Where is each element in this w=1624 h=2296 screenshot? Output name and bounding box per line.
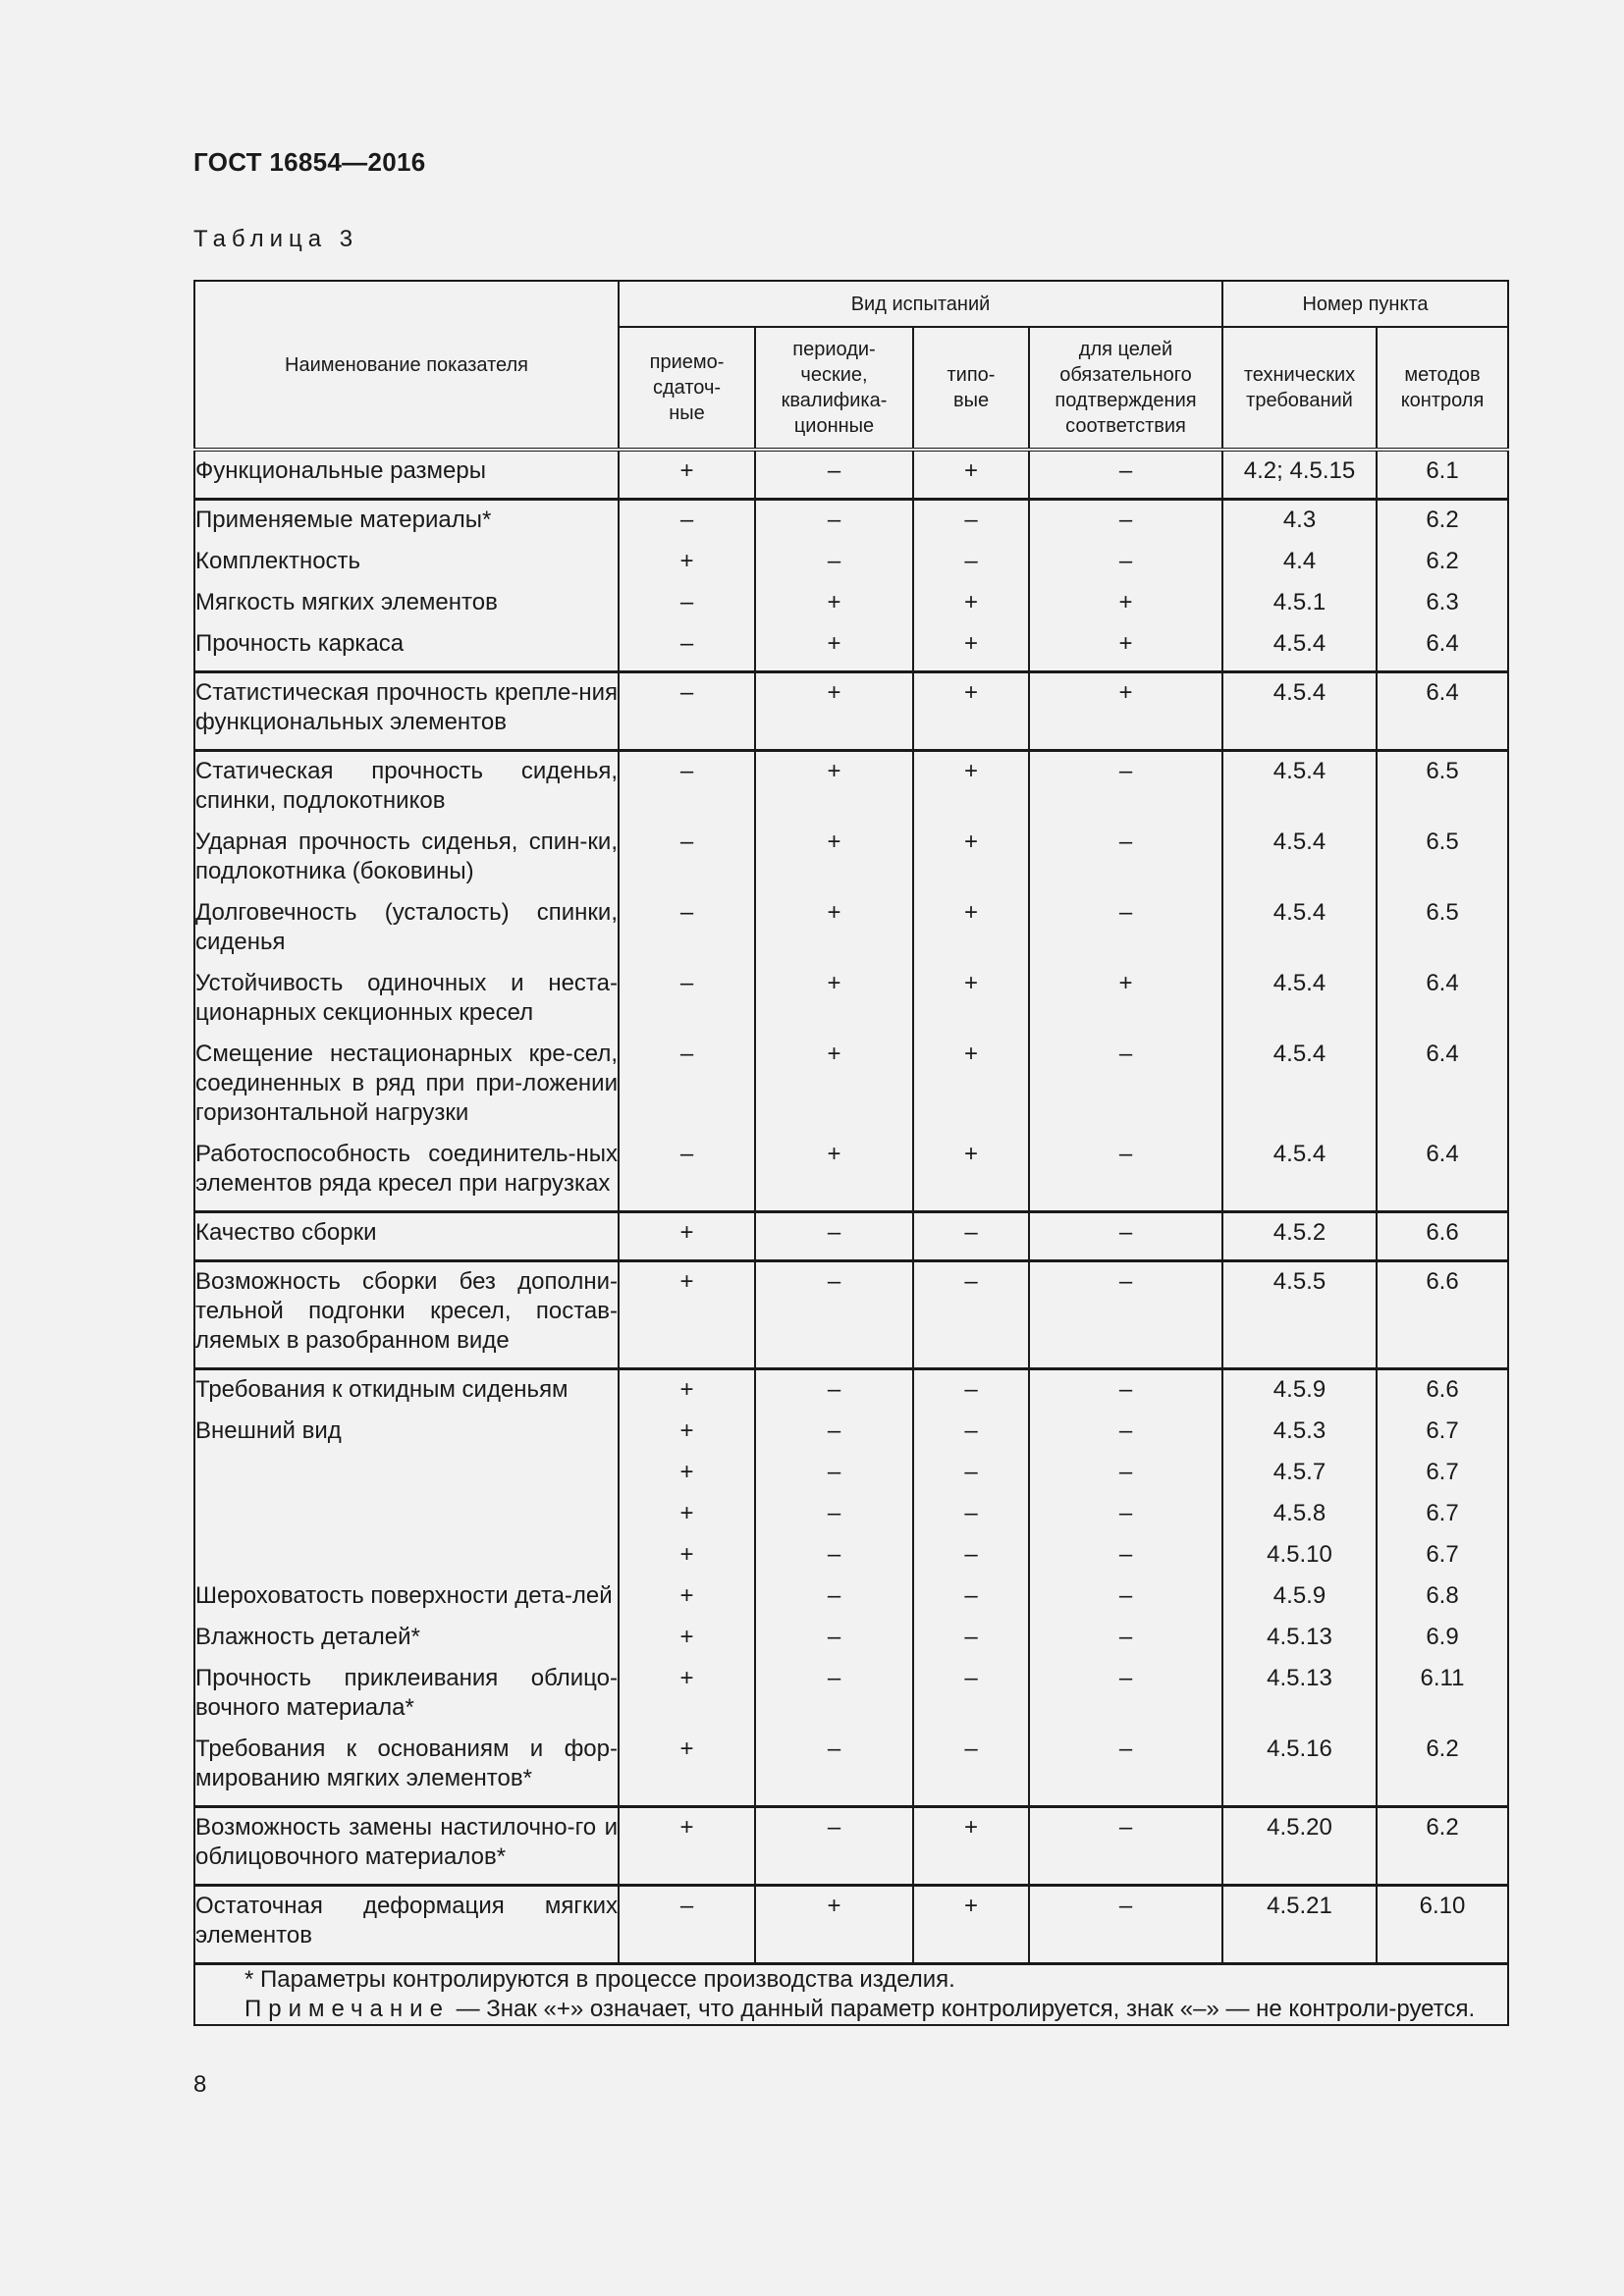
cell-periodic: – xyxy=(755,1458,913,1499)
table-row xyxy=(194,1540,1508,1581)
header-name: Наименование показателя xyxy=(194,281,619,450)
cell-acceptance: + xyxy=(619,450,755,500)
table-row xyxy=(194,1140,1508,1212)
cell-method: 6.4 xyxy=(1377,672,1508,751)
row-name: Возможность сборки без дополни-тельной подгонки кресел, постав-ляемых в разобранном виде xyxy=(194,1261,619,1369)
row-name: Возможность замены настилочно-го и облицовочного материалов* xyxy=(194,1807,619,1886)
cell-type: + xyxy=(913,588,1029,629)
table-row xyxy=(194,1664,1508,1735)
cell-acceptance: + xyxy=(619,547,755,588)
note-label: Примечание xyxy=(244,1996,450,2022)
row-name: Долговечность (усталость) спинки, сиденья xyxy=(194,898,619,969)
table-row xyxy=(194,1623,1508,1664)
cell-acceptance: + xyxy=(619,1458,755,1499)
cell-tech-req: 4.5.8 xyxy=(1222,1499,1377,1540)
cell-method: 6.8 xyxy=(1377,1581,1508,1623)
cell-type: – xyxy=(913,1212,1029,1261)
cell-acceptance: – xyxy=(619,969,755,1040)
table-row xyxy=(194,500,1508,548)
cell-tech-req: 4.5.9 xyxy=(1222,1581,1377,1623)
cell-acceptance: + xyxy=(619,1212,755,1261)
cell-certification: – xyxy=(1029,1040,1222,1140)
cell-acceptance: + xyxy=(619,1499,755,1540)
table-row xyxy=(194,828,1508,898)
footnote-row xyxy=(194,1964,1508,2026)
cell-periodic: + xyxy=(755,751,913,828)
header-acceptance: приемо-сдаточ-ные xyxy=(619,327,755,450)
cell-method: 6.3 xyxy=(1377,588,1508,629)
table-row xyxy=(194,588,1508,629)
row-name xyxy=(194,1540,619,1581)
cell-method: 6.5 xyxy=(1377,898,1508,969)
cell-acceptance: + xyxy=(619,1807,755,1886)
cell-method: 6.4 xyxy=(1377,629,1508,672)
cell-periodic: + xyxy=(755,969,913,1040)
cell-acceptance: – xyxy=(619,629,755,672)
cell-tech-req: 4.5.5 xyxy=(1222,1261,1377,1369)
cell-type: + xyxy=(913,898,1029,969)
requirements-table xyxy=(193,280,1509,2026)
cell-periodic: – xyxy=(755,450,913,500)
cell-acceptance: + xyxy=(619,1735,755,1807)
cell-tech-req: 4.5.4 xyxy=(1222,828,1377,898)
cell-acceptance: + xyxy=(619,1664,755,1735)
cell-method: 6.5 xyxy=(1377,828,1508,898)
cell-periodic: + xyxy=(755,828,913,898)
table-row xyxy=(194,751,1508,828)
cell-tech-req: 4.5.4 xyxy=(1222,1140,1377,1212)
cell-acceptance: + xyxy=(619,1581,755,1623)
cell-method: 6.5 xyxy=(1377,751,1508,828)
cell-method: 6.4 xyxy=(1377,1140,1508,1212)
cell-type: – xyxy=(913,1261,1029,1369)
cell-tech-req: 4.5.4 xyxy=(1222,1040,1377,1140)
cell-periodic: + xyxy=(755,1140,913,1212)
header-periodic: периоди-ческие, квалифика-ционные xyxy=(755,327,913,450)
row-name: Мягкость мягких элементов xyxy=(194,588,619,629)
cell-certification: – xyxy=(1029,1581,1222,1623)
cell-method: 6.6 xyxy=(1377,1261,1508,1369)
table-row xyxy=(194,1212,1508,1261)
cell-periodic: + xyxy=(755,898,913,969)
cell-periodic: – xyxy=(755,1623,913,1664)
cell-periodic: – xyxy=(755,1499,913,1540)
table-row xyxy=(194,1499,1508,1540)
cell-type: – xyxy=(913,1369,1029,1417)
cell-method: 6.2 xyxy=(1377,1735,1508,1807)
cell-certification: – xyxy=(1029,1886,1222,1964)
cell-periodic: + xyxy=(755,629,913,672)
cell-acceptance: + xyxy=(619,1261,755,1369)
cell-type: – xyxy=(913,1735,1029,1807)
row-name: Качество сборки xyxy=(194,1212,619,1261)
table-row xyxy=(194,1458,1508,1499)
header-certification: для целей обязательного подтверждения соответствия xyxy=(1029,327,1222,450)
cell-method: 6.1 xyxy=(1377,450,1508,500)
cell-certification: – xyxy=(1029,1140,1222,1212)
cell-periodic: – xyxy=(755,1735,913,1807)
table-row xyxy=(194,1886,1508,1964)
cell-periodic: – xyxy=(755,1540,913,1581)
cell-tech-req: 4.5.4 xyxy=(1222,751,1377,828)
cell-type: – xyxy=(913,1499,1029,1540)
cell-certification: – xyxy=(1029,500,1222,548)
cell-method: 6.2 xyxy=(1377,500,1508,548)
cell-certification: – xyxy=(1029,1540,1222,1581)
cell-type: + xyxy=(913,450,1029,500)
cell-certification: + xyxy=(1029,969,1222,1040)
cell-tech-req: 4.5.13 xyxy=(1222,1623,1377,1664)
table-body xyxy=(194,450,1508,2025)
row-name: Требования к откидным сиденьям xyxy=(194,1369,619,1417)
cell-certification: – xyxy=(1029,1261,1222,1369)
cell-type: + xyxy=(913,1886,1029,1964)
row-name: Влажность деталей* xyxy=(194,1623,619,1664)
cell-type: + xyxy=(913,1807,1029,1886)
cell-periodic: + xyxy=(755,672,913,751)
table-caption: Таблица 3 xyxy=(193,226,359,252)
cell-type: + xyxy=(913,969,1029,1040)
cell-tech-req: 4.5.9 xyxy=(1222,1369,1377,1417)
cell-tech-req: 4.5.3 xyxy=(1222,1416,1377,1458)
cell-certification: – xyxy=(1029,1735,1222,1807)
cell-method: 6.9 xyxy=(1377,1623,1508,1664)
header-control-methods: методов контроля xyxy=(1377,327,1508,450)
cell-type: + xyxy=(913,672,1029,751)
cell-acceptance: – xyxy=(619,1140,755,1212)
table-row xyxy=(194,1416,1508,1458)
table-row xyxy=(194,547,1508,588)
cell-periodic: – xyxy=(755,1212,913,1261)
footnote-cell xyxy=(194,1964,1508,2026)
cell-periodic: + xyxy=(755,1040,913,1140)
cell-method: 6.6 xyxy=(1377,1369,1508,1417)
cell-type: – xyxy=(913,1540,1029,1581)
table-row xyxy=(194,450,1508,500)
cell-tech-req: 4.5.4 xyxy=(1222,629,1377,672)
cell-acceptance: + xyxy=(619,1623,755,1664)
cell-tech-req: 4.2; 4.5.15 xyxy=(1222,450,1377,500)
note-text: — Знак «+» означает, что данный параметр контролируется, знак «–» — не контроли-руется. xyxy=(449,1996,1476,2022)
row-name: Смещение нестационарных кре-сел, соединенных в ряд при при-ложении горизонтальной нагрузки xyxy=(194,1040,619,1140)
cell-type: – xyxy=(913,547,1029,588)
table-row xyxy=(194,1369,1508,1417)
cell-method: 6.11 xyxy=(1377,1664,1508,1735)
table-row xyxy=(194,1040,1508,1140)
table-row xyxy=(194,1261,1508,1369)
cell-periodic: – xyxy=(755,547,913,588)
cell-tech-req: 4.4 xyxy=(1222,547,1377,588)
cell-certification: – xyxy=(1029,1499,1222,1540)
table-row xyxy=(194,1807,1508,1886)
cell-acceptance: – xyxy=(619,751,755,828)
cell-type: + xyxy=(913,1040,1029,1140)
row-name: Шероховатость поверхности дета-лей xyxy=(194,1581,619,1623)
row-name: Статистическая прочность крепле-ния функциональных элементов xyxy=(194,672,619,751)
cell-acceptance: – xyxy=(619,828,755,898)
cell-method: 6.2 xyxy=(1377,1807,1508,1886)
cell-certification: + xyxy=(1029,629,1222,672)
cell-type: – xyxy=(913,1458,1029,1499)
row-name: Остаточная деформация мягких элементов xyxy=(194,1886,619,1964)
cell-certification: – xyxy=(1029,898,1222,969)
cell-acceptance: – xyxy=(619,1040,755,1140)
cell-tech-req: 4.5.4 xyxy=(1222,898,1377,969)
cell-type: – xyxy=(913,1664,1029,1735)
row-name: Требования к основаниям и фор-мированию мягких элементов* xyxy=(194,1735,619,1807)
cell-tech-req: 4.5.1 xyxy=(1222,588,1377,629)
cell-type: – xyxy=(913,500,1029,548)
cell-certification: – xyxy=(1029,1369,1222,1417)
cell-type: + xyxy=(913,629,1029,672)
footnote-text: * Параметры контролируются в процессе производства изделия. xyxy=(244,1966,955,1993)
row-name: Функциональные размеры xyxy=(194,450,619,500)
cell-certification: – xyxy=(1029,1623,1222,1664)
cell-certification: – xyxy=(1029,450,1222,500)
cell-method: 6.7 xyxy=(1377,1499,1508,1540)
cell-method: 6.6 xyxy=(1377,1212,1508,1261)
cell-periodic: – xyxy=(755,1416,913,1458)
cell-periodic: – xyxy=(755,500,913,548)
cell-periodic: + xyxy=(755,1886,913,1964)
row-name: Устойчивость одиночных и неста-ционарных секционных кресел xyxy=(194,969,619,1040)
header-clause-number: Номер пункта xyxy=(1222,281,1508,327)
row-name: Ударная прочность сиденья, спин-ки, подлокотника (боковины) xyxy=(194,828,619,898)
cell-tech-req: 4.5.4 xyxy=(1222,969,1377,1040)
cell-certification: + xyxy=(1029,588,1222,629)
row-name: Применяемые материалы* xyxy=(194,500,619,548)
cell-method: 6.4 xyxy=(1377,1040,1508,1140)
cell-method: 6.2 xyxy=(1377,547,1508,588)
row-name: Работоспособность соединитель-ных элементов ряда кресел при нагрузках xyxy=(194,1140,619,1212)
cell-certification: + xyxy=(1029,672,1222,751)
cell-periodic: – xyxy=(755,1664,913,1735)
table-row xyxy=(194,898,1508,969)
cell-tech-req: 4.5.10 xyxy=(1222,1540,1377,1581)
cell-certification: – xyxy=(1029,1416,1222,1458)
header-type-tests: типо-вые xyxy=(913,327,1029,450)
row-name: Статическая прочность сиденья, спинки, подлокотников xyxy=(194,751,619,828)
cell-certification: – xyxy=(1029,751,1222,828)
cell-certification: – xyxy=(1029,1807,1222,1886)
note xyxy=(195,1995,1507,2024)
cell-acceptance: – xyxy=(619,500,755,548)
cell-type: + xyxy=(913,1140,1029,1212)
cell-type: + xyxy=(913,751,1029,828)
cell-periodic: – xyxy=(755,1807,913,1886)
cell-tech-req: 4.5.20 xyxy=(1222,1807,1377,1886)
cell-acceptance: + xyxy=(619,1540,755,1581)
cell-acceptance: + xyxy=(619,1369,755,1417)
cell-certification: – xyxy=(1029,1458,1222,1499)
cell-tech-req: 4.5.4 xyxy=(1222,672,1377,751)
row-name: Прочность каркаса xyxy=(194,629,619,672)
cell-periodic: – xyxy=(755,1261,913,1369)
cell-type: – xyxy=(913,1416,1029,1458)
cell-certification: – xyxy=(1029,828,1222,898)
cell-periodic: – xyxy=(755,1581,913,1623)
cell-type: – xyxy=(913,1623,1029,1664)
cell-method: 6.7 xyxy=(1377,1540,1508,1581)
cell-tech-req: 4.5.2 xyxy=(1222,1212,1377,1261)
table-row xyxy=(194,1581,1508,1623)
cell-acceptance: – xyxy=(619,588,755,629)
cell-tech-req: 4.5.7 xyxy=(1222,1458,1377,1499)
cell-tech-req: 4.5.16 xyxy=(1222,1735,1377,1807)
row-name xyxy=(194,1499,619,1540)
row-name xyxy=(194,1458,619,1499)
cell-method: 6.7 xyxy=(1377,1416,1508,1458)
cell-tech-req: 4.3 xyxy=(1222,500,1377,548)
page-number: 8 xyxy=(193,2071,207,2098)
table-row xyxy=(194,629,1508,672)
cell-acceptance: – xyxy=(619,898,755,969)
document-code: ГОСТ 16854—2016 xyxy=(193,147,426,177)
cell-acceptance: – xyxy=(619,1886,755,1964)
header-test-type: Вид испытаний xyxy=(619,281,1222,327)
row-name: Комплектность xyxy=(194,547,619,588)
cell-tech-req: 4.5.13 xyxy=(1222,1664,1377,1735)
cell-periodic: + xyxy=(755,588,913,629)
table-row xyxy=(194,1735,1508,1807)
cell-method: 6.10 xyxy=(1377,1886,1508,1964)
cell-type: + xyxy=(913,828,1029,898)
cell-tech-req: 4.5.21 xyxy=(1222,1886,1377,1964)
cell-method: 6.4 xyxy=(1377,969,1508,1040)
header-tech-req: технических требований xyxy=(1222,327,1377,450)
cell-type: – xyxy=(913,1581,1029,1623)
cell-certification: – xyxy=(1029,547,1222,588)
cell-acceptance: + xyxy=(619,1416,755,1458)
row-name: Прочность приклеивания облицо-вочного материала* xyxy=(194,1664,619,1735)
table-row xyxy=(194,672,1508,751)
row-name: Внешний вид xyxy=(194,1416,619,1458)
cell-acceptance: – xyxy=(619,672,755,751)
cell-periodic: – xyxy=(755,1369,913,1417)
table-row xyxy=(194,969,1508,1040)
cell-certification: – xyxy=(1029,1212,1222,1261)
cell-method: 6.7 xyxy=(1377,1458,1508,1499)
cell-certification: – xyxy=(1029,1664,1222,1735)
